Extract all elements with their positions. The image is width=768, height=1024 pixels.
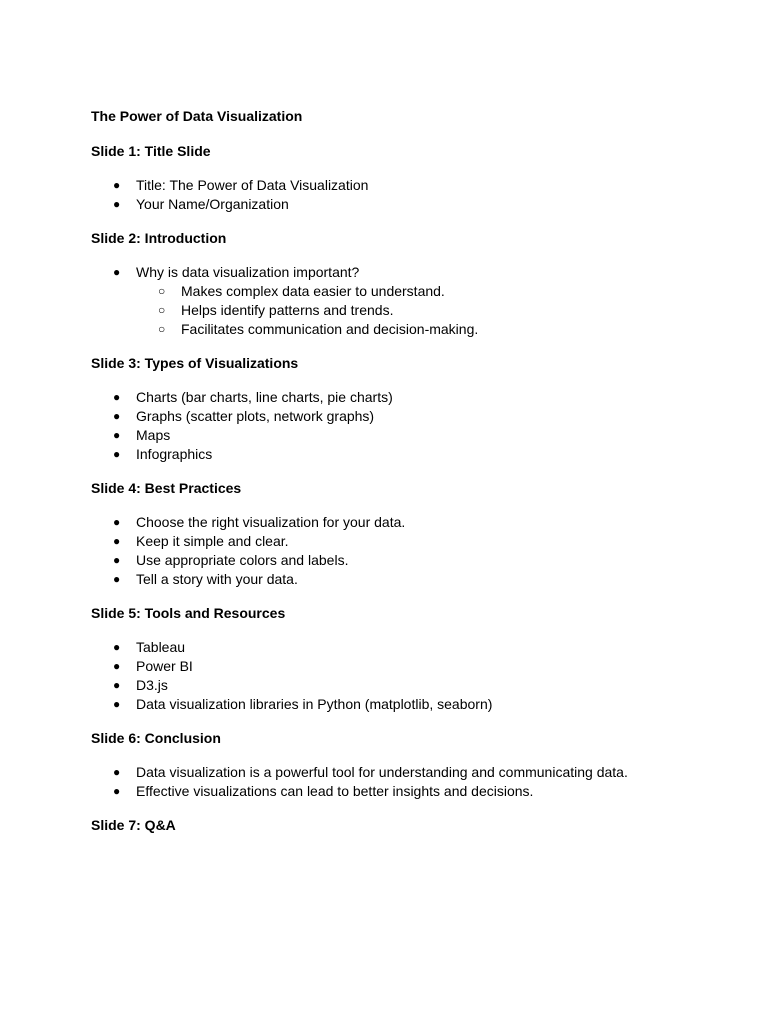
bullet-item bbox=[91, 513, 728, 532]
slide-heading: Slide 3: Types of Visualizations bbox=[91, 355, 299, 371]
bullet-text: Data visualization is a powerful tool for understanding and communicating data. bbox=[136, 764, 628, 780]
bullet-icon: ● bbox=[113, 678, 121, 692]
bullet-list bbox=[91, 176, 728, 214]
sub-bullet-text: Helps identify patterns and trends. bbox=[181, 302, 394, 318]
bullet-text: Maps bbox=[136, 427, 171, 443]
bullet-text: Keep it simple and clear. bbox=[136, 533, 289, 549]
document-title: The Power of Data Visualization bbox=[91, 108, 303, 124]
sub-bullet-list bbox=[136, 282, 728, 339]
bullet-icon: ● bbox=[113, 390, 121, 404]
bullet-list bbox=[91, 263, 728, 339]
slide-section bbox=[91, 142, 728, 214]
bullet-list bbox=[91, 513, 728, 589]
slide-section bbox=[91, 229, 728, 339]
bullet-text: Power BI bbox=[136, 658, 193, 674]
bullet-icon: ● bbox=[113, 572, 121, 586]
sub-bullet-item bbox=[136, 320, 728, 339]
bullet-item bbox=[91, 263, 728, 339]
sub-bullet-text: Makes complex data easier to understand. bbox=[181, 283, 445, 299]
bullet-text: Effective visualizations can lead to better insights and decisions. bbox=[136, 783, 534, 799]
bullet-icon: ● bbox=[113, 265, 121, 279]
slide-heading: Slide 5: Tools and Resources bbox=[91, 605, 286, 621]
bullet-list bbox=[91, 388, 728, 464]
bullet-text: Choose the right visualization for your data. bbox=[136, 514, 406, 530]
slide-section bbox=[91, 816, 728, 835]
bullet-icon: ● bbox=[113, 409, 121, 423]
slide-heading: Slide 1: Title Slide bbox=[91, 143, 211, 159]
bullet-text: Infographics bbox=[136, 446, 213, 462]
bullet-item bbox=[91, 638, 728, 657]
sub-bullet-text: Facilitates communication and decision-making. bbox=[181, 321, 479, 337]
slide-heading: Slide 2: Introduction bbox=[91, 230, 227, 246]
slide-heading: Slide 4: Best Practices bbox=[91, 480, 242, 496]
bullet-icon: ● bbox=[113, 553, 121, 567]
bullet-icon: ● bbox=[113, 697, 121, 711]
sub-bullet-item bbox=[136, 301, 728, 320]
bullet-item bbox=[91, 763, 728, 782]
bullet-item bbox=[91, 388, 728, 407]
bullet-text: Tell a story with your data. bbox=[136, 571, 298, 587]
bullet-icon: ● bbox=[113, 659, 121, 673]
bullet-icon: ● bbox=[113, 178, 121, 192]
bullet-item bbox=[91, 445, 728, 464]
bullet-text: D3.js bbox=[136, 677, 168, 693]
bullet-icon: ● bbox=[113, 428, 121, 442]
bullet-list bbox=[91, 763, 728, 801]
bullet-item bbox=[91, 532, 728, 551]
bullet-text: Use appropriate colors and labels. bbox=[136, 552, 349, 568]
sub-bullet-item bbox=[136, 282, 728, 301]
circle-bullet-icon: ○ bbox=[158, 303, 166, 317]
bullet-item bbox=[91, 676, 728, 695]
bullet-item bbox=[91, 176, 728, 195]
bullet-item bbox=[91, 551, 728, 570]
bullet-item bbox=[91, 657, 728, 676]
bullet-text: Graphs (scatter plots, network graphs) bbox=[136, 408, 375, 424]
bullet-icon: ● bbox=[113, 534, 121, 548]
bullet-text: Tableau bbox=[136, 639, 186, 655]
bullet-item bbox=[91, 782, 728, 801]
bullet-icon: ● bbox=[113, 765, 121, 779]
bullet-icon: ● bbox=[113, 515, 121, 529]
bullet-text: Your Name/Organization bbox=[136, 196, 289, 212]
bullet-text: Charts (bar charts, line charts, pie charts) bbox=[136, 389, 393, 405]
bullet-item bbox=[91, 195, 728, 214]
bullet-icon: ● bbox=[113, 640, 121, 654]
bullet-item bbox=[91, 570, 728, 589]
bullet-text: Data visualization libraries in Python (matplotlib, seaborn) bbox=[136, 696, 493, 712]
circle-bullet-icon: ○ bbox=[158, 284, 166, 298]
bullet-item bbox=[91, 426, 728, 445]
slide-section bbox=[91, 729, 728, 801]
slide-section bbox=[91, 604, 728, 714]
bullet-text: Why is data visualization important? bbox=[136, 264, 360, 280]
slide-heading: Slide 7: Q&A bbox=[91, 817, 176, 833]
bullet-icon: ● bbox=[113, 197, 121, 211]
bullet-text: Title: The Power of Data Visualization bbox=[136, 177, 369, 193]
slides-container bbox=[91, 142, 728, 835]
bullet-item bbox=[91, 695, 728, 714]
slide-section bbox=[91, 354, 728, 464]
circle-bullet-icon: ○ bbox=[158, 322, 166, 336]
bullet-icon: ● bbox=[113, 784, 121, 798]
bullet-icon: ● bbox=[113, 447, 121, 461]
bullet-item bbox=[91, 407, 728, 426]
slide-section bbox=[91, 479, 728, 589]
bullet-list bbox=[91, 638, 728, 714]
slide-heading: Slide 6: Conclusion bbox=[91, 730, 221, 746]
